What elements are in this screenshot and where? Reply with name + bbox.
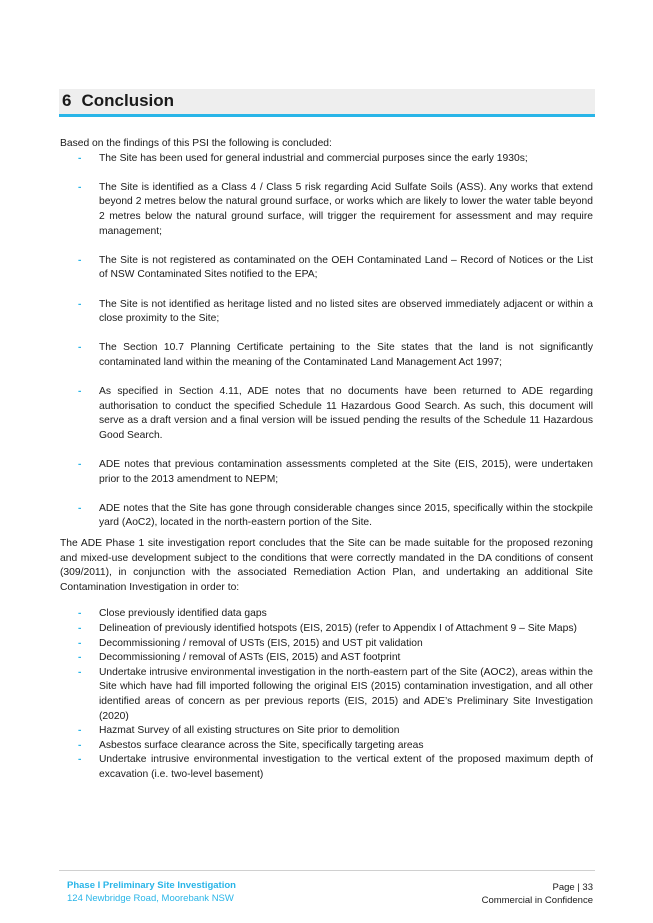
list-item: - Asbestos surface clearance across the Site, specifically targeting areas: [60, 739, 593, 754]
list-item: - The Section 10.7 Planning Certificate pertaining to the Site states that the land is not significantly contaminated land within the meaning of the Contaminated Land Management Act 1997;: [78, 342, 593, 368]
section-heading: [62, 91, 184, 111]
dash-bullet: -: [78, 459, 82, 471]
dash-bullet: -: [78, 739, 82, 751]
dash-bullet: -: [78, 342, 82, 354]
list-item: - ADE notes that previous contamination assessments completed at the Site (EIS, 2015), were undertaken prior to the 2013 amendment to NEPM;: [78, 459, 593, 485]
list-item: - Delineation of previously identified hotspots (EIS, 2015) (refer to Appendix I of Attachment 9 – Site Maps): [60, 622, 593, 637]
footer-title: Phase I Preliminary Site Investigation: [67, 880, 236, 891]
findings-list: [60, 152, 593, 531]
footer-page-info: [482, 881, 593, 907]
section-title: Conclusion: [81, 91, 175, 110]
list-item: - The Site is not registered as contaminated on the OEH Contaminated Land – Record of Notices or the List of NSW Contaminated Sites notified to the EPA;: [78, 254, 593, 281]
dash-bullet: -: [78, 623, 82, 634]
footer-divider: [59, 870, 595, 871]
list-item: - ADE notes that the Site has gone through considerable changes since 2015, specifically within the stockpile yard (AoC2), located in the north-eastern portion of the Site.: [78, 502, 593, 529]
footer-document-info: [67, 879, 236, 905]
dash-bullet: -: [78, 652, 82, 664]
actions-list: [60, 607, 593, 782]
dash-bullet: -: [78, 754, 82, 766]
list-item: - Decommissioning / removal of USTs (EIS, 2015) and UST pit validation: [60, 637, 593, 652]
section-number: 6: [62, 91, 72, 110]
dash-bullet: -: [78, 608, 82, 620]
dash-bullet: -: [78, 298, 82, 310]
list-item: - Close previously identified data gaps: [60, 607, 593, 622]
footer-address: 124 Newbridge Road, Moorebank NSW: [67, 893, 234, 904]
dash-bullet: -: [78, 637, 82, 649]
list-item: - As specified in Section 4.11, ADE notes that no documents have been returned to ADE regarding authorisation to conduct the specified Schedule 11 Hazardous Good Search. As such, this document will serve as a draft version and a final version will be issued pending the results of the Schedule 11 Hazardous Good Search.: [78, 386, 593, 441]
intro-text: Based on the findings of this PSI the following is concluded:: [60, 138, 332, 149]
dash-bullet: -: [78, 386, 82, 398]
list-item: - Decommissioning / removal of ASTs (EIS, 2015) and AST footprint: [60, 651, 593, 666]
section-heading-bar: [59, 89, 595, 117]
list-item: - The Site is not identified as heritage listed and no listed sites are observed immediately adjacent or within a close proximity to the Site;: [78, 298, 593, 325]
dash-bullet: -: [78, 152, 82, 164]
list-item: - Undertake intrusive environmental investigation to the vertical extent of the proposed maximum depth of excavation (i.e. two-level basement): [78, 754, 593, 780]
list-item: - Hazmat Survey of all existing structures on Site prior to demolition: [60, 724, 593, 739]
dash-bullet: -: [78, 502, 82, 514]
list-item: - The Site is identified as a Class 4 / Class 5 risk regarding Acid Sulfate Soils (ASS). Any works that extend beyond 2 metres below the natural ground surface, or works which are likely to lower the water table beyond 2 metres below the natural ground surface, will trigger the requirement for assessment and may require management;: [78, 181, 593, 237]
page-number: Page | 33: [552, 882, 593, 893]
dash-bullet: -: [78, 254, 82, 266]
dash-bullet: -: [78, 725, 82, 737]
dash-bullet: -: [78, 181, 82, 193]
page-content: [60, 137, 593, 783]
list-item: - Undertake intrusive environmental investigation in the north-eastern part of the Site (AOC2), areas within the Site which have had fill imported following the original EIS (2015) contamination investigation, and all other identified areas of concern as per previous reports (EIS, 2015) and ADE’s Preliminary Site Investigation (2020): [78, 666, 593, 722]
dash-bullet: -: [78, 666, 82, 678]
confidentiality-note: Commercial in Confidence: [481, 895, 593, 906]
list-item: - The Site has been used for general industrial and commercial purposes since the early 1930s;: [60, 152, 593, 167]
conclusion-paragraph: The ADE Phase 1 site investigation report concludes that the Site can be made suitable for the proposed rezoning and mixed-use development subject to the conditions that were correctly mandated in the DA conditions of consent (309/2011), in conjunction with the associated Remediation Action Plan, and undertaking an additional Site Contamination Investigation in order to:: [60, 538, 593, 593]
